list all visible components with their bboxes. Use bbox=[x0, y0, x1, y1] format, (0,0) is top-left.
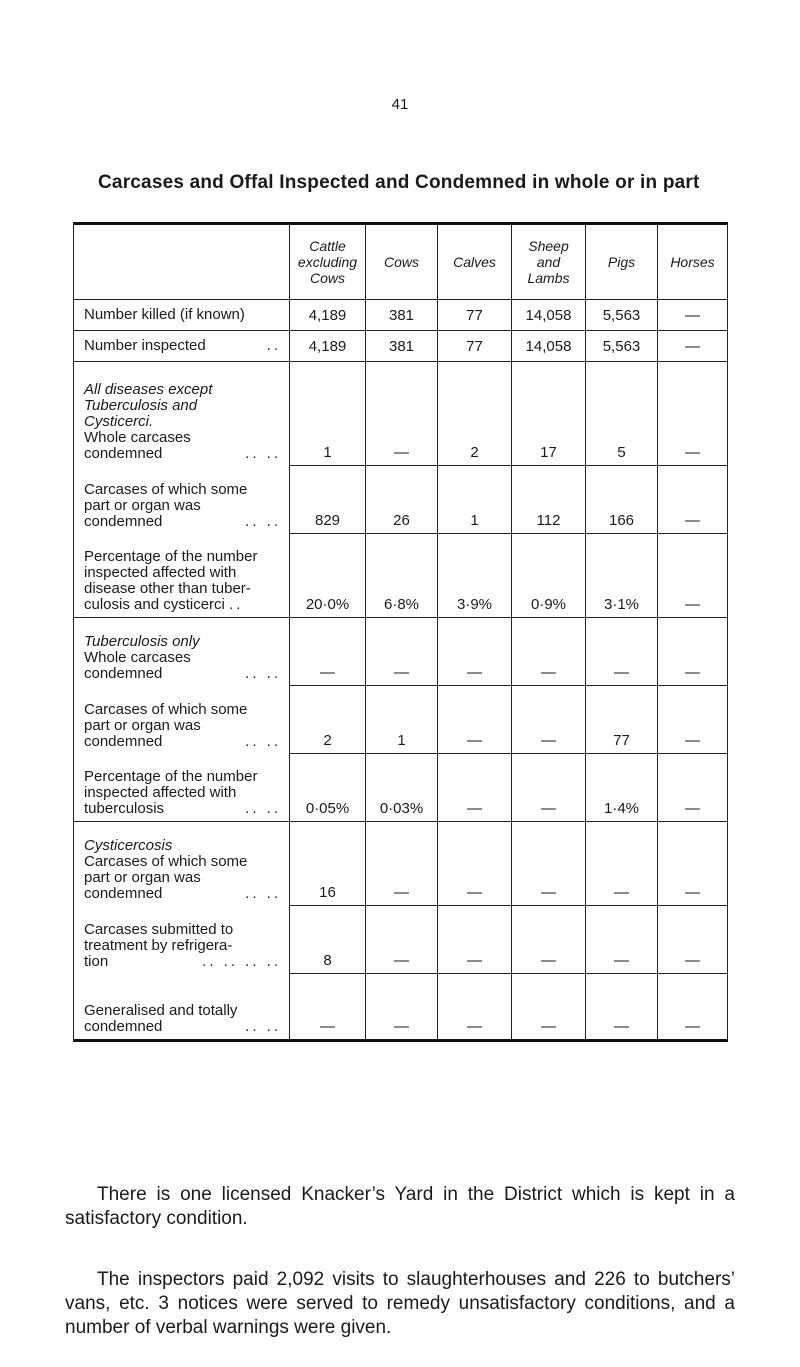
cell: 20·0% bbox=[290, 534, 366, 618]
cell: — bbox=[438, 686, 512, 754]
row-label: Generalised and totally condemned .. .. bbox=[74, 974, 290, 1041]
cell: 2 bbox=[438, 362, 512, 466]
cell: — bbox=[658, 906, 728, 974]
cell: 1 bbox=[438, 466, 512, 534]
cell: — bbox=[658, 466, 728, 534]
table-row bbox=[74, 362, 728, 466]
header-sheep-line3: Lambs bbox=[527, 270, 570, 286]
cell: — bbox=[658, 974, 728, 1041]
table-row bbox=[74, 466, 728, 534]
header-sheep-line1: Sheep bbox=[528, 238, 569, 254]
cell: 77 bbox=[438, 300, 512, 331]
cell: — bbox=[658, 686, 728, 754]
cell: 112 bbox=[512, 466, 586, 534]
cell: — bbox=[658, 300, 728, 331]
cell: — bbox=[438, 822, 512, 906]
cell: — bbox=[512, 906, 586, 974]
cell: — bbox=[366, 362, 438, 466]
cell: — bbox=[290, 974, 366, 1041]
cell: 8 bbox=[290, 906, 366, 974]
table-row bbox=[74, 618, 728, 686]
table-row bbox=[74, 822, 728, 906]
cell: — bbox=[512, 686, 586, 754]
cell: — bbox=[658, 362, 728, 466]
cell: — bbox=[366, 618, 438, 686]
cell: 5,563 bbox=[586, 331, 658, 362]
cell: 3·1% bbox=[586, 534, 658, 618]
cell: 381 bbox=[366, 300, 438, 331]
cell: — bbox=[438, 906, 512, 974]
header-cattle-line2: excluding bbox=[297, 254, 358, 270]
row-label: Carcases of which some part or organ was condemned .. .. bbox=[74, 686, 290, 754]
section-heading: Cysticercosis bbox=[84, 836, 173, 854]
section-heading: Tuberculosis only bbox=[84, 632, 200, 650]
cell: — bbox=[512, 974, 586, 1041]
table-row bbox=[74, 906, 728, 974]
header-horses: Horses bbox=[658, 224, 728, 300]
cell: — bbox=[586, 618, 658, 686]
row-label bbox=[74, 331, 290, 362]
cell: 77 bbox=[586, 686, 658, 754]
cell: — bbox=[366, 906, 438, 974]
cell: — bbox=[658, 618, 728, 686]
row-label-text: Number inspected bbox=[84, 337, 206, 354]
row-label: Percentage of the number inspected affected with tuberculosis .. .. bbox=[74, 754, 290, 822]
cell: — bbox=[438, 754, 512, 822]
cell: 0·03% bbox=[366, 754, 438, 822]
section-heading: All diseases except bbox=[84, 380, 213, 398]
header-cattle-line1: Cattle bbox=[309, 238, 346, 254]
cell: — bbox=[366, 974, 438, 1041]
cell: 3·9% bbox=[438, 534, 512, 618]
cell: 77 bbox=[438, 331, 512, 362]
row-label: Percentage of the number inspected affected with disease other than tuber- culosis and cysticerci .. bbox=[74, 534, 290, 618]
cell: — bbox=[586, 822, 658, 906]
cell: — bbox=[586, 906, 658, 974]
page-number: 41 bbox=[391, 96, 409, 113]
header-cows: Cows bbox=[366, 224, 438, 300]
row-label: Cysticercosis Carcases of which some part or organ was condemned .. .. bbox=[74, 822, 290, 906]
cell: — bbox=[290, 618, 366, 686]
cell: 17 bbox=[512, 362, 586, 466]
cell: — bbox=[658, 534, 728, 618]
cell: 6·8% bbox=[366, 534, 438, 618]
header-pigs: Pigs bbox=[586, 224, 658, 300]
header-calves: Calves bbox=[438, 224, 512, 300]
row-label-text: condemned .. .. bbox=[84, 444, 281, 462]
row-label: Number killed (if known) bbox=[74, 300, 290, 331]
cell: — bbox=[512, 618, 586, 686]
cell: 1·4% bbox=[586, 754, 658, 822]
table-row bbox=[74, 300, 728, 331]
table-header-row bbox=[74, 224, 728, 300]
table-row bbox=[74, 686, 728, 754]
table-row bbox=[74, 534, 728, 618]
table-row bbox=[74, 331, 728, 362]
cell: 14,058 bbox=[512, 331, 586, 362]
cell: 166 bbox=[586, 466, 658, 534]
table-row bbox=[74, 754, 728, 822]
cell: — bbox=[658, 822, 728, 906]
cell: 14,058 bbox=[512, 300, 586, 331]
table-row bbox=[74, 974, 728, 1041]
section-heading: Cysticerci. bbox=[84, 412, 154, 430]
leader-dots: .. bbox=[266, 337, 281, 354]
inspection-table bbox=[73, 222, 728, 1042]
cell: 829 bbox=[290, 466, 366, 534]
cell: 0·05% bbox=[290, 754, 366, 822]
cell: — bbox=[658, 754, 728, 822]
cell: 1 bbox=[366, 686, 438, 754]
cell: — bbox=[512, 754, 586, 822]
section-heading: Tuberculosis and bbox=[84, 396, 198, 414]
cell: 0·9% bbox=[512, 534, 586, 618]
cell: 5,563 bbox=[586, 300, 658, 331]
header-blank bbox=[74, 224, 290, 300]
cell: 4,189 bbox=[290, 331, 366, 362]
cell: 16 bbox=[290, 822, 366, 906]
row-label-text: Whole carcases bbox=[84, 428, 191, 446]
cell: — bbox=[658, 331, 728, 362]
page-title: Carcases and Offal Inspected and Condemned in whole or in part bbox=[98, 172, 700, 193]
cell: 381 bbox=[366, 331, 438, 362]
header-sheep-line2: and bbox=[536, 254, 561, 270]
cell: 5 bbox=[586, 362, 658, 466]
cell: — bbox=[438, 618, 512, 686]
cell: 4,189 bbox=[290, 300, 366, 331]
cell: 1 bbox=[290, 362, 366, 466]
header-cattle-line3: Cows bbox=[309, 270, 345, 286]
cell: 26 bbox=[366, 466, 438, 534]
cell: — bbox=[366, 822, 438, 906]
cell: — bbox=[512, 822, 586, 906]
paragraph-knackers-yard: There is one licensed Knacker’s Yard in the District which is kept in a satisfactory condition. bbox=[65, 1184, 735, 1229]
cell: — bbox=[586, 974, 658, 1041]
row-label bbox=[74, 362, 290, 466]
cell: 2 bbox=[290, 686, 366, 754]
cell: — bbox=[438, 974, 512, 1041]
header-sheep bbox=[512, 224, 586, 300]
row-label: Carcases submitted to treatment by refrigera- tion .. .. .. .. bbox=[74, 906, 290, 974]
row-label: Carcases of which some part or organ was condemned .. .. bbox=[74, 466, 290, 534]
row-label: Tuberculosis only Whole carcases condemned .. .. bbox=[74, 618, 290, 686]
paragraph-inspections: The inspectors paid 2,092 visits to slaughterhouses and 226 to butchers’ vans, etc. 3 notices were served to remedy unsatisfactory conditions, and a number of verbal warnings were given. bbox=[65, 1269, 735, 1338]
header-cattle bbox=[290, 224, 366, 300]
